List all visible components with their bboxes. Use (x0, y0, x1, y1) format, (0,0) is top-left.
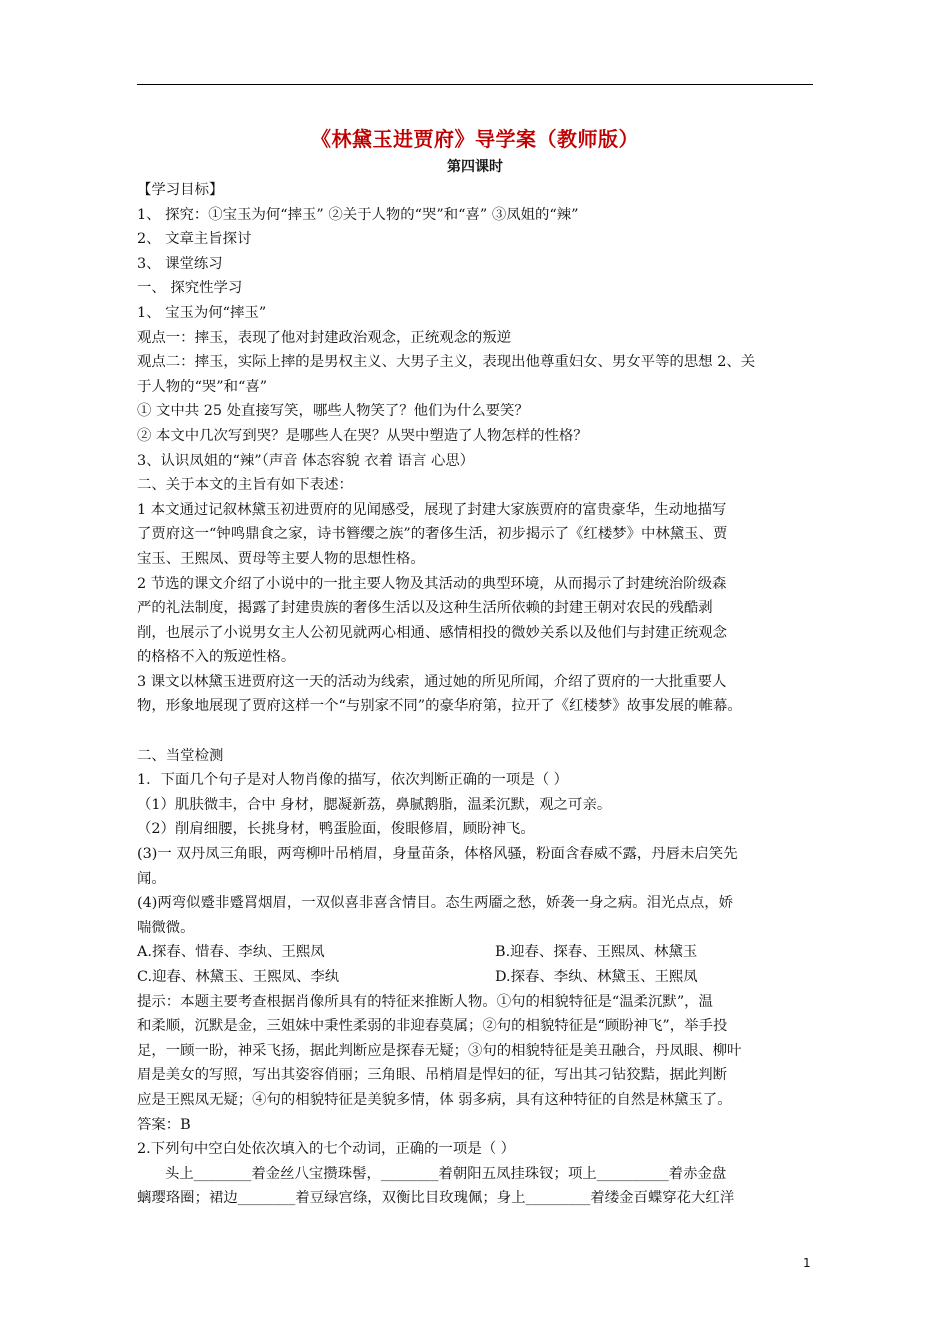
question-line: 1．下面几个句子是对人物肖像的描写，依次判断正确的一项是（ ） (137, 772, 569, 789)
paragraph-line: 了贾府这一“钟鸣鼎食之家，诗书簪缨之族”的奢侈生活，初步揭示了《红楼梦》中林黛玉、贾 (137, 526, 728, 543)
document-subtitle: 第四课时 (447, 159, 503, 175)
question-line: （1）肌肤微丰，合中 身材，腮凝新荔，鼻腻鹅脂，温柔沉默，观之可亲。 (137, 796, 612, 813)
section-heading: 一、 探究性学习 (137, 280, 243, 297)
paragraph-line: 物，形象地展现了贾府这样一个“与别家不同”的豪华府第，拉开了《红楼梦》故事发展的帷幕。 (137, 698, 742, 715)
option-d: D.探春、李纨、林黛玉、王熙凤 (495, 969, 698, 985)
objective-item: 3、 课堂练习 (137, 255, 223, 272)
paragraph-line: 削，也展示了小说男女主人公初见就两心相通、感情相投的微妙关系以及他们与封建正统观念 (137, 624, 728, 641)
objective-item: 2、 文章主旨探讨 (137, 231, 252, 248)
question-line: 闻。 (137, 870, 166, 887)
paragraph-line: 1 本文通过记叙林黛玉初进贾府的见闻感受，展现了封建大家族贾府的富贵豪华，生动地描写 (137, 501, 727, 518)
document-body (137, 178, 817, 1211)
question-line: (3)一 双丹凤三角眼，两弯柳叶吊梢眉，身量苗条，体格风骚，粉面含春威不露，丹唇未启笑先 (137, 846, 738, 863)
options-row (137, 965, 817, 990)
paragraph-line: ② 本文中几次写到哭？是哪些人在哭？从哭中塑造了人物怎样的性格？ (137, 427, 588, 444)
options-row (137, 940, 817, 965)
hint-line: 眉是美女的写照，写出其姿容俏丽；三角眼、吊梢眉是悍妇的征，写出其刁钻狡黠，据此判断 (137, 1067, 728, 1084)
paragraph-line: 3 课文以林黛玉进贾府这一天的活动为线索，通过她的所见所闻，介绍了贾府的一大批重要人 (137, 673, 727, 690)
paragraph-line: 严的礼法制度，揭露了封建贵族的奢侈生活以及这种生活所依赖的封建王朝对农民的残酷剥 (137, 600, 713, 617)
document-title: 《林黛玉进贾府》导学案（教师版） (311, 127, 639, 151)
question-line: 头上________着金丝八宝攒珠髻，________着朝阳五凤挂珠钗；项上__________着赤金盘 (165, 1165, 727, 1182)
hint-line: 足，一顾一盼，神采飞扬，据此判断应是探春无疑；③句的相貌特征是美丑融合，丹凤眼、柳叶 (137, 1042, 742, 1059)
paragraph-line: 宝玉、王熙凤、贾母等主要人物的思想性格。 (137, 550, 425, 567)
blank-line (137, 719, 817, 744)
paragraph-line: 的格格不入的叛逆性格。 (137, 649, 296, 666)
question-line: （2）削肩细腰，长挑身材，鸭蛋脸面，俊眼修眉，顾盼神飞。 (137, 821, 535, 838)
paragraph-line: ① 文中共 25 处直接写笑，哪些人物笑了？他们为什么要笑？ (137, 403, 529, 420)
paragraph-line: 观点二：摔玉，实际上摔的是男权主义、大男子主义，表现出他尊重妇女、男女平等的思想 2、关 (137, 354, 756, 371)
section-heading: 二、当堂检测 (137, 747, 224, 764)
paragraph-line: 于人物的“哭”和“喜” (137, 378, 268, 395)
header-rule (137, 84, 813, 85)
question-line: 喘微微。 (137, 919, 195, 936)
hint-line: 和柔顺，沉默是金，三姐妹中秉性柔弱的非迎春莫属；②句的相貌特征是“顾盼神飞”，举手投 (137, 1018, 728, 1035)
option-a: A.探春、惜春、李纨、王熙凤 (137, 944, 325, 961)
section-heading: 二、关于本文的主旨有如下表述： (137, 477, 353, 494)
paragraph-line: 1、 宝玉为何“摔玉” (137, 304, 267, 321)
question-line: 螭璎珞圈；裙边________着豆绿宫绦，双衡比目玫瑰佩；身上_________着缕金百蝶穿花大红洋 (137, 1190, 735, 1207)
question-line: (4)两弯似蹙非蹙罥烟眉，一双似喜非喜含情目。态生两靥之愁，娇袭一身之病。泪光点点，娇 (137, 895, 734, 912)
paragraph-line: 3、认识凤姐的“辣”（声音 体态容貌 衣着 语言 心思） (137, 452, 475, 469)
hint-line: 提示：本题主要考查根据肖像所具有的特征来推断人物。①句的相貌特征是“温柔沉默”，温 (137, 993, 713, 1010)
option-c: C.迎春、林黛玉、王熙凤、李纨 (137, 969, 340, 985)
paragraph-line: 2 节选的课文介绍了小说中的一批主要人物及其活动的典型环境，从而揭示了封建统治阶级森 (137, 575, 727, 592)
answer-line: 答案：B (137, 1116, 191, 1133)
objective-item: 1、 探究：①宝玉为何“摔玉” ②关于人物的“哭”和“喜” ③凤姐的“辣” (137, 206, 579, 223)
section-heading: 【学习目标】 (137, 182, 224, 198)
page-number: 1 (803, 1256, 811, 1270)
question-line: 2.下列句中空白处依次填入的七个动词，正确的一项是（ ） (137, 1141, 516, 1158)
option-b: B.迎春、探春、王熙凤、林黛玉 (495, 944, 698, 961)
hint-line: 应是王熙凤无疑；④句的相貌特征是美貌多情，体 弱多病，具有这种特征的自然是林黛玉了。 (137, 1091, 732, 1108)
paragraph-line: 观点一：摔玉，表现了他对封建政治观念，正统观念的叛逆 (137, 329, 512, 346)
